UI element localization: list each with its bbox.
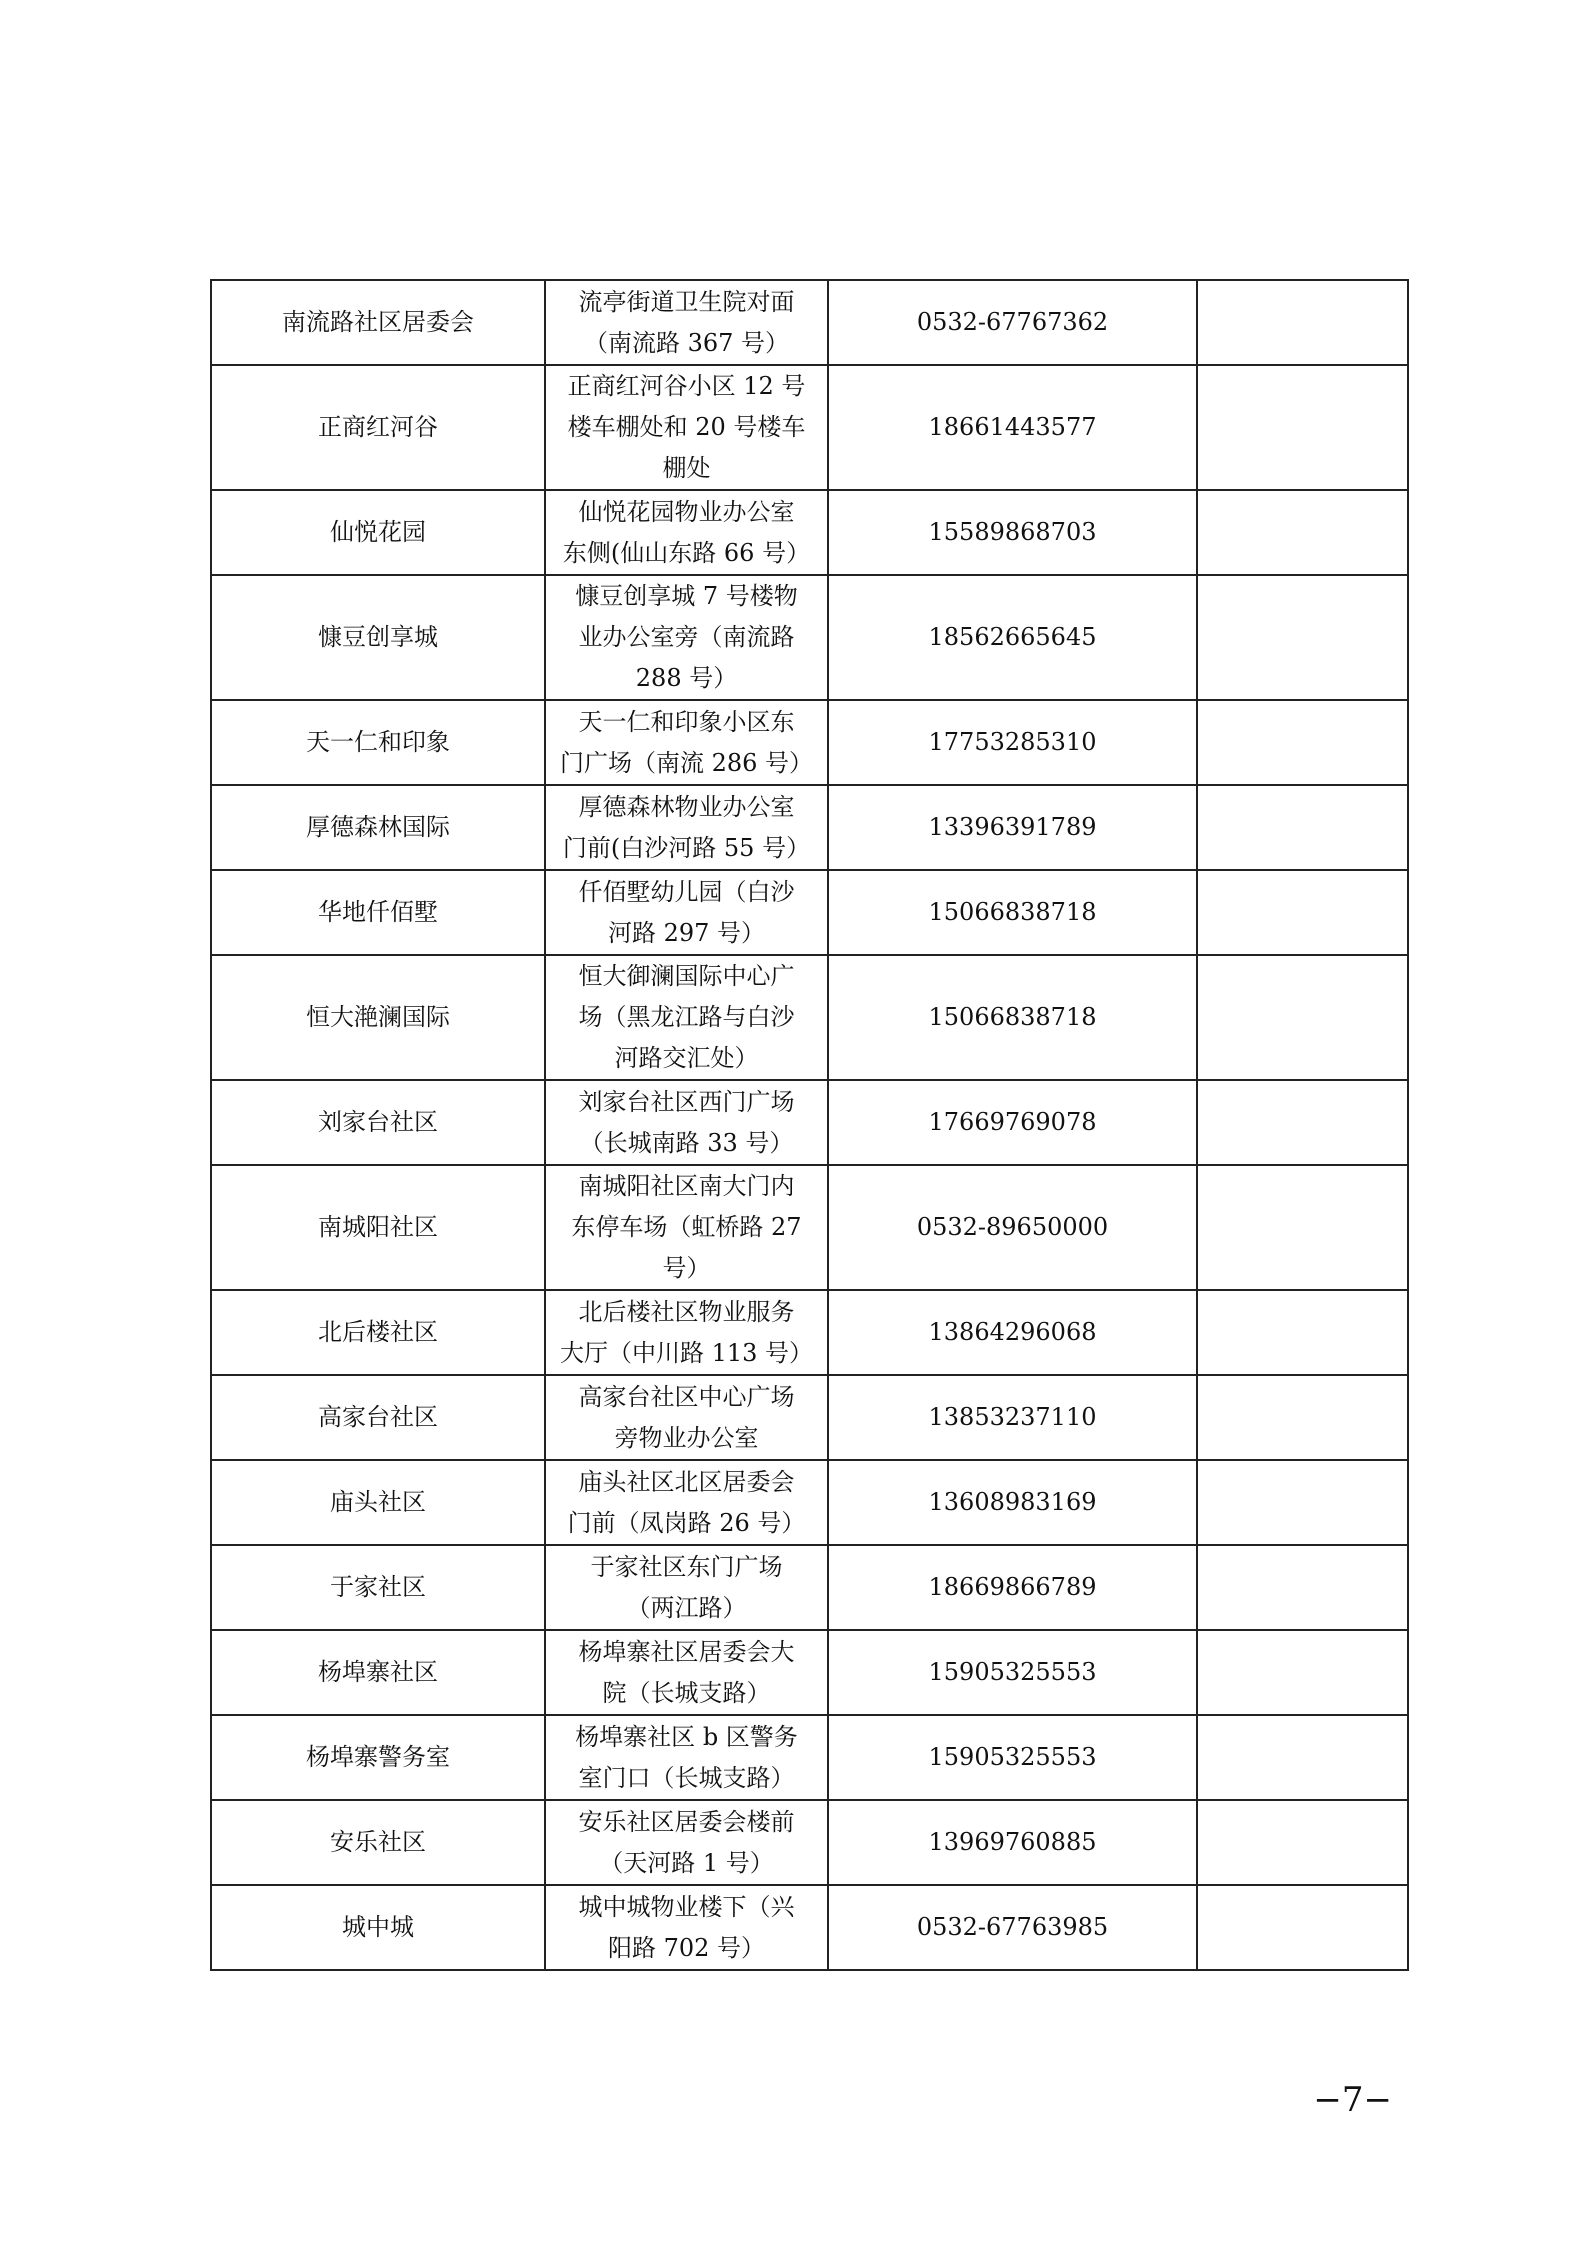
note-cell bbox=[1197, 1885, 1408, 1970]
address-line: 北后楼社区物业服务 bbox=[578, 1297, 795, 1326]
location-name-cell: 厚德森林国际 bbox=[211, 785, 545, 870]
phone-cell: 0532-89650000 bbox=[828, 1165, 1197, 1290]
location-name-cell: 南流路社区居委会 bbox=[211, 280, 545, 365]
note-cell bbox=[1197, 1630, 1408, 1715]
note-cell bbox=[1197, 785, 1408, 870]
table-row bbox=[211, 490, 1408, 575]
table-row bbox=[211, 785, 1408, 870]
address-cell bbox=[545, 1290, 828, 1375]
address-cell bbox=[545, 700, 828, 785]
location-name-cell: 天一仁和印象 bbox=[211, 700, 545, 785]
location-name-cell: 杨埠寨社区 bbox=[211, 1630, 545, 1715]
address-line: 于家社区东门广场 bbox=[590, 1552, 783, 1581]
phone-cell: 18661443577 bbox=[828, 365, 1197, 490]
phone-cell: 15905325553 bbox=[828, 1715, 1197, 1800]
note-cell bbox=[1197, 1545, 1408, 1630]
address-line: 棚处 bbox=[662, 454, 711, 482]
phone-cell: 17669769078 bbox=[828, 1080, 1197, 1165]
location-name-cell: 安乐社区 bbox=[211, 1800, 545, 1885]
table-row bbox=[211, 1165, 1408, 1290]
address-cell bbox=[545, 1715, 828, 1800]
note-cell bbox=[1197, 1290, 1408, 1375]
address-line: 楼车棚处和 20 号楼车 bbox=[567, 413, 806, 441]
address-line: 城中城物业楼下（兴 bbox=[578, 1892, 795, 1921]
phone-cell: 18669866789 bbox=[828, 1545, 1197, 1630]
address-line: 大厅（中川路 113 号） bbox=[559, 1338, 814, 1367]
address-cell bbox=[545, 1630, 828, 1715]
location-name-cell: 于家社区 bbox=[211, 1545, 545, 1630]
address-line: 流亭街道卫生院对面 bbox=[578, 287, 795, 316]
address-line: 室门口（长城支路） bbox=[578, 1763, 795, 1792]
address-cell bbox=[545, 1545, 828, 1630]
location-name-cell: 杨埠寨警务室 bbox=[211, 1715, 545, 1800]
phone-cell: 13864296068 bbox=[828, 1290, 1197, 1375]
address-line: （南流路 367 号） bbox=[583, 328, 790, 357]
phone-cell: 15066838718 bbox=[828, 870, 1197, 955]
address-cell bbox=[545, 575, 828, 700]
note-cell bbox=[1197, 700, 1408, 785]
address-cell bbox=[545, 1800, 828, 1885]
note-cell bbox=[1197, 280, 1408, 365]
table-row bbox=[211, 1545, 1408, 1630]
location-name-cell: 正商红河谷 bbox=[211, 365, 545, 490]
phone-cell: 13853237110 bbox=[828, 1375, 1197, 1460]
table-row bbox=[211, 1715, 1408, 1800]
location-name-cell: 恒大滟澜国际 bbox=[211, 955, 545, 1080]
address-line: 河路交汇处） bbox=[614, 1044, 759, 1072]
note-cell bbox=[1197, 575, 1408, 700]
address-cell bbox=[545, 490, 828, 575]
table-row bbox=[211, 955, 1408, 1080]
note-cell bbox=[1197, 490, 1408, 575]
address-line: 院（长城支路） bbox=[602, 1678, 771, 1707]
page-number: −7− bbox=[1313, 2080, 1392, 2120]
location-name-cell: 庙头社区 bbox=[211, 1460, 545, 1545]
address-line: 慷豆创享城 7 号楼物 bbox=[575, 582, 798, 610]
address-line: 杨埠寨社区 b 区警务 bbox=[575, 1722, 798, 1751]
location-name-cell: 华地仟佰墅 bbox=[211, 870, 545, 955]
address-line: 门广场（南流 286 号） bbox=[559, 748, 814, 777]
phone-cell: 15905325553 bbox=[828, 1630, 1197, 1715]
phone-cell: 17753285310 bbox=[828, 700, 1197, 785]
address-line: 业办公室旁（南流路 bbox=[578, 623, 795, 651]
address-line: （天河路 1 号） bbox=[599, 1848, 774, 1877]
phone-cell: 15066838718 bbox=[828, 955, 1197, 1080]
address-line: 庙头社区北区居委会 bbox=[578, 1467, 795, 1496]
location-name-cell: 南城阳社区 bbox=[211, 1165, 545, 1290]
address-line: 东停车场（虹桥路 27 bbox=[571, 1213, 802, 1241]
phone-cell: 18562665645 bbox=[828, 575, 1197, 700]
table-row bbox=[211, 1080, 1408, 1165]
address-line: （两江路） bbox=[626, 1593, 747, 1622]
table-body bbox=[211, 280, 1408, 1970]
table-row bbox=[211, 1800, 1408, 1885]
table-row bbox=[211, 365, 1408, 490]
address-line: 河路 297 号） bbox=[607, 918, 766, 947]
address-cell bbox=[545, 1080, 828, 1165]
location-name-cell: 慷豆创享城 bbox=[211, 575, 545, 700]
address-line: 阳路 702 号） bbox=[607, 1933, 766, 1962]
note-cell bbox=[1197, 870, 1408, 955]
address-line: 号） bbox=[662, 1254, 711, 1282]
address-line: 南城阳社区南大门内 bbox=[578, 1172, 795, 1200]
table-row bbox=[211, 575, 1408, 700]
address-line: 门前（凤岗路 26 号） bbox=[567, 1508, 806, 1537]
address-cell bbox=[545, 785, 828, 870]
location-name-cell: 仙悦花园 bbox=[211, 490, 545, 575]
note-cell bbox=[1197, 365, 1408, 490]
address-line: 杨埠寨社区居委会大 bbox=[578, 1637, 795, 1666]
note-cell bbox=[1197, 1800, 1408, 1885]
phone-cell: 13608983169 bbox=[828, 1460, 1197, 1545]
note-cell bbox=[1197, 1460, 1408, 1545]
address-line: 场（黑龙江路与白沙 bbox=[578, 1003, 795, 1031]
address-line: 安乐社区居委会楼前 bbox=[578, 1807, 795, 1836]
address-cell bbox=[545, 955, 828, 1080]
phone-cell: 0532-67767362 bbox=[828, 280, 1197, 365]
note-cell bbox=[1197, 1375, 1408, 1460]
note-cell bbox=[1197, 1715, 1408, 1800]
address-cell bbox=[545, 1885, 828, 1970]
phone-cell: 13969760885 bbox=[828, 1800, 1197, 1885]
phone-cell: 15589868703 bbox=[828, 490, 1197, 575]
address-line: 东侧(仙山东路 66 号） bbox=[562, 538, 811, 567]
address-line: （长城南路 33 号） bbox=[579, 1128, 794, 1157]
address-line: 仟佰墅幼儿园（白沙 bbox=[578, 877, 795, 906]
address-cell bbox=[545, 1460, 828, 1545]
note-cell bbox=[1197, 1165, 1408, 1290]
table-row bbox=[211, 1290, 1408, 1375]
address-line: 仙悦花园物业办公室 bbox=[578, 497, 795, 526]
table-row bbox=[211, 280, 1408, 365]
address-cell bbox=[545, 1165, 828, 1290]
phone-cell: 13396391789 bbox=[828, 785, 1197, 870]
address-line: 厚德森林物业办公室 bbox=[578, 792, 795, 821]
table-row bbox=[211, 700, 1408, 785]
location-name-cell: 城中城 bbox=[211, 1885, 545, 1970]
address-line: 288 号） bbox=[635, 664, 738, 692]
address-line: 正商红河谷小区 12 号 bbox=[567, 372, 806, 400]
address-line: 刘家台社区西门广场 bbox=[578, 1087, 795, 1116]
table-row bbox=[211, 870, 1408, 955]
table-row bbox=[211, 1375, 1408, 1460]
location-name-cell: 刘家台社区 bbox=[211, 1080, 545, 1165]
address-line: 高家台社区中心广场 bbox=[578, 1382, 795, 1411]
address-line: 恒大御澜国际中心广 bbox=[578, 962, 795, 990]
table-row bbox=[211, 1885, 1408, 1970]
address-cell bbox=[545, 870, 828, 955]
address-line: 旁物业办公室 bbox=[614, 1423, 759, 1452]
address-cell bbox=[545, 365, 828, 490]
contact-table bbox=[210, 279, 1409, 1971]
note-cell bbox=[1197, 955, 1408, 1080]
address-cell bbox=[545, 1375, 828, 1460]
address-cell bbox=[545, 280, 828, 365]
note-cell bbox=[1197, 1080, 1408, 1165]
table-row bbox=[211, 1460, 1408, 1545]
address-line: 天一仁和印象小区东 bbox=[578, 707, 795, 736]
location-name-cell: 高家台社区 bbox=[211, 1375, 545, 1460]
table-row bbox=[211, 1630, 1408, 1715]
phone-cell: 0532-67763985 bbox=[828, 1885, 1197, 1970]
location-name-cell: 北后楼社区 bbox=[211, 1290, 545, 1375]
address-line: 门前(白沙河路 55 号） bbox=[562, 833, 811, 862]
